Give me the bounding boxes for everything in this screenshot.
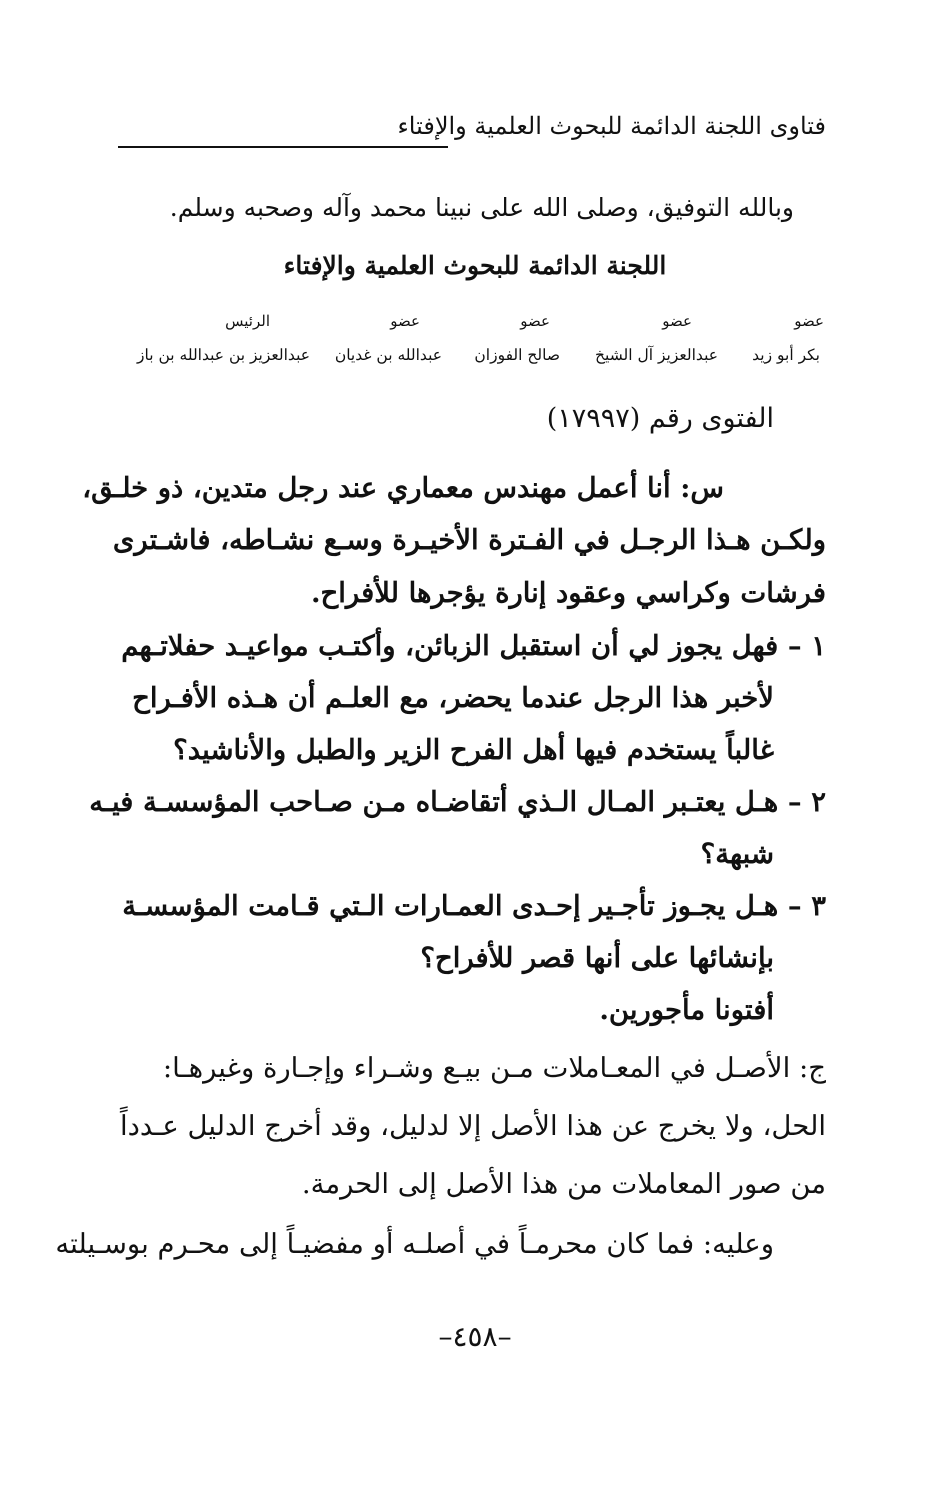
question-item: ٢ – هـل يعتـبر المـال الـذي أتقاضـاه مـن صـاحب المؤسسـة فيـه: [89, 786, 826, 818]
signatory-role: عضو: [390, 312, 420, 330]
question-line: غالباً يستخدم فيها أهل الفرح الزير والطبل والأناشيد؟: [173, 734, 774, 766]
fatwa-number: الفتوى رقم (١٧٩٩٧): [546, 403, 774, 434]
signatory-name: بكر أبو زيد: [752, 346, 820, 364]
page-number: –٤٥٨–: [438, 1320, 512, 1353]
header-rule: [118, 146, 448, 148]
running-header-title: فتاوى اللجنة الدائمة للبحوث العلمية والإفتاء: [397, 112, 826, 140]
signatory-role: عضو: [794, 312, 824, 330]
signatory-name: عبدالعزيز آل الشيخ: [595, 346, 718, 364]
signatory-role: عضو: [520, 312, 550, 330]
answer-line: وعليه: فما كان محرمـاً في أصلـه أو مفضيـاً إلى محـرم بوسـيلته: [55, 1228, 774, 1260]
question-line: بإنشائها على أنها قصر للأفراح؟: [420, 942, 774, 974]
question-line: ولكـن هـذا الرجـل في الفـترة الأخيـرة وسـع نشـاطه، فاشـترى: [112, 524, 826, 556]
answer-line: الحل، ولا يخرج عن هذا الأصل إلا لدليل، وقد أخرج الدليل عـدداً: [119, 1110, 826, 1142]
signatory-name: صالح الفوزان: [474, 346, 560, 364]
question-line: لأخبر هذا الرجل عندما يحضر، مع العلـم أن هـذه الأفـراح: [132, 682, 774, 714]
signatory-name: عبدالعزيز بن عبدالله بن باز: [137, 346, 310, 364]
question-item: ١ – فهل يجوز لي أن استقبل الزبائن، وأكتـب مواعيـد حفلاتـهم: [121, 630, 826, 662]
signatory-name: عبدالله بن غديان: [334, 346, 442, 364]
closing-line: وبالله التوفيق، وصلى الله على نبينا محمد وآله وصحبه وسلم.: [169, 193, 794, 222]
signatory-role: الرئيس: [225, 312, 270, 330]
question-line: فرشات وكراسي وعقود إنارة يؤجرها للأفراح.: [310, 577, 826, 609]
question-line: س: أنا أعمل مهندس معماري عند رجل متدين، ذو خلـق،: [82, 472, 724, 504]
committee-name: اللجنة الدائمة للبحوث العلمية والإفتاء: [283, 251, 667, 280]
answer-line: ج: الأصـل في المعـاملات مـن بيـع وشـراء وإجـارة وغيرهـا:: [162, 1052, 826, 1084]
question-line: شبهة؟: [700, 838, 774, 870]
answer-line: من صور المعاملات من هذا الأصل إلى الحرمة.: [301, 1168, 826, 1200]
signatory-role: عضو: [662, 312, 692, 330]
question-closing: أفتونا مأجورين.: [599, 994, 774, 1026]
question-item: ٣ – هـل يجـوز تأجـير إحـدى العمـارات الـتي قـامت المؤسسـة: [122, 890, 826, 922]
